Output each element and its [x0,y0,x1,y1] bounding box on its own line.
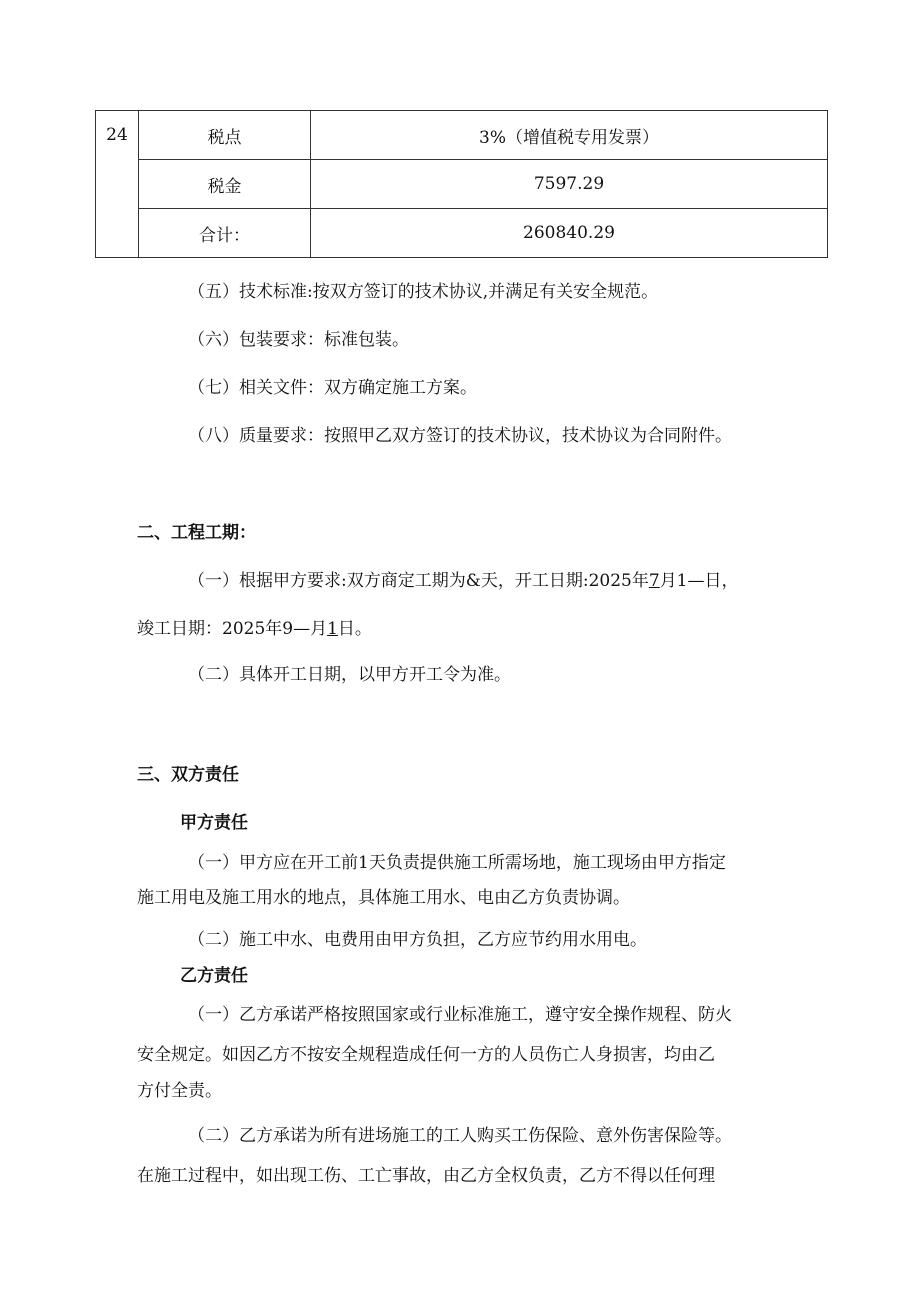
party-a-clause-2: （二）施工中水、电费用由甲方负担，乙方应节约用水用电。 [188,930,647,950]
table-row [96,111,828,160]
item-cell: 合计： [139,209,311,258]
fee-table [95,110,828,258]
schedule-paragraph-1-continued [137,617,372,641]
value-cell: 260840.29 [311,209,828,258]
table-row [96,209,828,258]
value-cell: 3%（增值税专用发票） [311,111,828,160]
party-b-clause-1-continued: 安全规定。如因乙方不按安全规程造成任何一方的人员伤亡人身损害，均由乙 [137,1045,715,1065]
row-number-cell: 24 [96,111,139,160]
item-cell: 税金 [139,160,311,209]
row-number-cell [96,160,139,209]
party-a-clause-1: （一）甲方应在开工前1天负责提供施工所需场地，施工现场由甲方指定 [188,853,726,873]
schedule-text: （一）根据甲方要求:双方商定工期为&天，开工日期:2025年 [188,571,649,591]
table-row [96,160,828,209]
schedule-paragraph-2: （二）具体开工日期，以甲方开工令为准。 [188,665,511,685]
clause-related-documents: （七）相关文件：双方确定施工方案。 [188,378,477,398]
section-heading-responsibilities: 三、双方责任 [137,765,239,785]
clause-quality: （八）质量要求：按照甲乙双方签订的技术协议，技术协议为合同附件。 [188,426,732,446]
underlined-month: 7 [648,571,660,591]
party-b-heading: 乙方责任 [180,966,248,986]
party-b-clause-2-continued: 在施工过程中，如出现工伤、工亡事故，由乙方全权负责，乙方不得以任何理 [137,1166,715,1186]
clause-technical-standard: （五）技术标准:按双方签订的技术协议,并满足有关安全规范。 [188,282,659,302]
schedule-text: 日。 [337,619,372,639]
party-a-heading: 甲方责任 [180,813,248,833]
underlined-day: 1 [327,619,338,639]
item-cell: 税点 [139,111,311,160]
schedule-text: 竣工日期：2025年9—月 [137,619,328,639]
party-b-clause-1: （一）乙方承诺严格按照国家或行业标准施工，遵守安全操作规程、防火 [188,1005,732,1025]
party-b-clause-2: （二）乙方承诺为所有进场施工的工人购买工伤保险、意外伤害保险等。 [188,1126,732,1146]
party-a-clause-1-continued: 施工用电及施工用水的地点，具体施工用水、电由乙方负责协调。 [137,888,630,908]
schedule-text: 月1—日， [659,571,739,591]
section-heading-schedule: 二、工程工期： [137,523,256,543]
schedule-paragraph-1 [188,569,739,593]
clause-packaging: （六）包装要求：标准包装。 [188,330,409,350]
party-b-clause-1-end: 方付全责。 [137,1081,222,1101]
row-number-cell [96,209,139,258]
value-cell: 7597.29 [311,160,828,209]
